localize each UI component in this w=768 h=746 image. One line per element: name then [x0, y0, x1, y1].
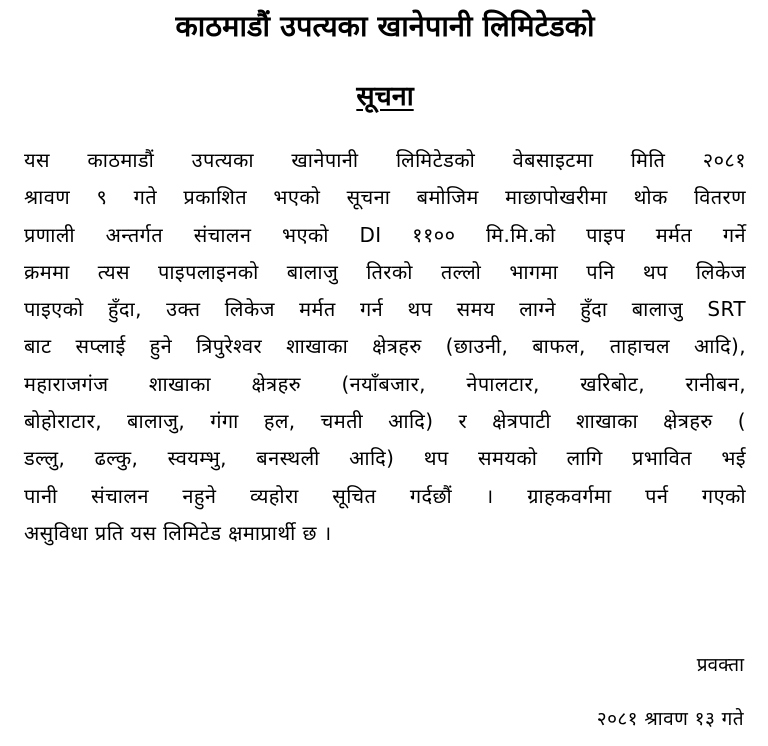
signatory: प्रवक्ता	[696, 654, 744, 676]
body-line: पाइएको हुँदा, उक्त लिकेज मर्मत गर्न थप समय लाग्ने हुँदा बालाजु SRT	[24, 297, 746, 322]
notice-document	[24, 0, 746, 746]
body-line: यस काठमाडौं उपत्यका खानेपानी लिमिटेडको वेबसाइटमा मिति २०८१	[24, 148, 746, 172]
body-line: श्रावण ९ गते प्रकाशित भएको सूचना बमोजिम माछापोखरीमा थोक वितरण	[24, 185, 746, 210]
body-line: बाट सप्लाई हुने त्रिपुरेश्वर शाखाका क्षेत्रहरु (छाउनी, बाफल, ताहाचल आदि),	[24, 334, 746, 359]
notice-date: २०८१ श्रावण १३ गते	[596, 708, 744, 730]
body-line: महाराजगंज शाखाका क्षेत्रहरु (नयाँबजार, नेपालटार, खरिबोट, रानीबन,	[24, 371, 746, 396]
body-line: पानी संचालन नहुने व्यहोरा सूचित गर्दछौं । ग्राहकवर्गमा पर्न गएको	[24, 483, 746, 508]
body-line: प्रणाली अन्तर्गत संचालन भएको DI ११०० मि.मि.को पाइप मर्मत गर्ने	[24, 222, 746, 247]
notice-heading	[24, 80, 746, 114]
body-line: क्रममा त्यस पाइपलाइनको बालाजु तिरको तल्लो भागमा पनि थप लिकेज	[24, 259, 746, 284]
organization-title: काठमाडौं उपत्यका खानेपानी लिमिटेडको	[175, 9, 595, 43]
body-line: असुविधा प्रति यस लिमिटेड क्षमाप्रार्थी छ ।	[24, 520, 332, 545]
body-line: डल्लु, ढल्कु, स्वयम्भु, बनस्थली आदि) थप समयको लागि प्रभावित भई	[24, 446, 746, 471]
notice-body	[24, 142, 746, 552]
body-line: बोहोराटार, बालाजु, गंगा हल, चमती आदि) र क्षेत्रपाटी शाखाका क्षेत्रहरु (	[24, 409, 746, 434]
notice-heading-text: सूचना	[356, 81, 414, 112]
